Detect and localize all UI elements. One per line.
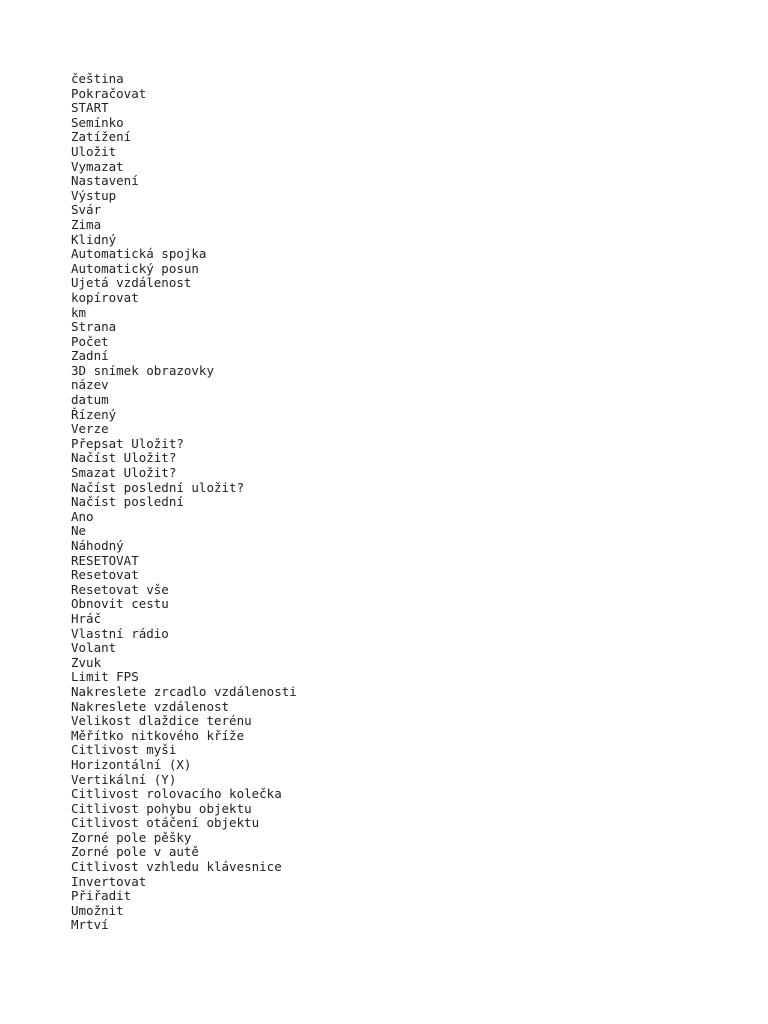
text-line: Měřítko nitkového kříže <box>71 727 245 743</box>
text-line: START <box>71 100 109 116</box>
text-line: Zorné pole v autě <box>71 844 199 860</box>
text-line: Citlivost pohybu objektu <box>71 800 252 816</box>
text-line: Resetovat vše <box>71 581 169 597</box>
document-page <box>71 72 751 933</box>
text-line: Hráč <box>71 610 102 626</box>
text-line: kopírovat <box>71 289 139 305</box>
text-line: Načíst poslední <box>71 494 184 510</box>
text-line: Semínko <box>71 114 124 130</box>
text-line: Velikost dlaždice terénu <box>71 713 252 729</box>
text-line: Umožnit <box>71 902 124 918</box>
text-line: Náhodný <box>71 538 124 553</box>
text-line: Resetovat <box>71 567 139 583</box>
text-line: Načíst Uložit? <box>71 450 177 466</box>
text-line: Horizontální (X) <box>71 756 192 772</box>
text-line: Výstup <box>71 187 117 203</box>
text-line: 3D snímek obrazovky <box>71 362 214 378</box>
text-line: Vymazat <box>71 158 124 174</box>
text-line: Smazat Uložit? <box>71 465 177 481</box>
text-line: Mrtví <box>71 917 109 933</box>
text-line: Nakreslete vzdálenost <box>71 698 230 714</box>
text-line: Klidný <box>71 231 117 247</box>
text-line: Invertovat <box>71 873 147 889</box>
text-line: RESETOVAT <box>71 552 139 568</box>
text-line: Počet <box>71 333 109 349</box>
text-line: Pokračovat <box>71 85 147 101</box>
text-line: Automatický posun <box>71 260 199 276</box>
text-line: Vertikální (Y) <box>71 771 177 787</box>
text-line: Načíst poslední uložit? <box>71 479 245 495</box>
text-line: Svár <box>71 202 102 218</box>
text-line: čeština <box>71 71 124 86</box>
text-line: Automatická spojka <box>71 246 207 262</box>
text-line: Citlivost otáčení objektu <box>71 815 260 831</box>
text-line: Zima <box>71 216 102 232</box>
text-line: Citlivost rolovacího kolečka <box>71 786 282 802</box>
text-line: Obnovit cestu <box>71 596 169 612</box>
text-line: Verze <box>71 421 109 437</box>
text-line: datum <box>71 392 109 408</box>
text-line: Limit FPS <box>71 669 139 685</box>
text-line: Přiřadit <box>71 888 132 904</box>
text-line: Vlastní rádio <box>71 625 169 641</box>
text-line: Ne <box>71 523 87 539</box>
text-line: Uložit <box>71 143 117 159</box>
text-line: km <box>71 304 87 320</box>
text-line: Přepsat Uložit? <box>71 435 184 451</box>
text-line: Nakreslete zrcadlo vzdálenosti <box>71 683 297 699</box>
text-line: Ujetá vzdálenost <box>71 275 192 291</box>
text-line: Ano <box>71 508 94 524</box>
text-line: Citlivost vzhledu klávesnice <box>71 859 282 875</box>
text-line: Zadní <box>71 348 109 364</box>
text-line: Zorné pole pěšky <box>71 829 192 845</box>
text-line: Nastavení <box>71 173 139 189</box>
text-line: Zatížení <box>71 129 132 145</box>
text-line: Citlivost myši <box>71 742 177 758</box>
text-line: název <box>71 377 109 393</box>
text-line: Řízený <box>71 406 117 422</box>
text-line: Strana <box>71 319 117 335</box>
text-line: Zvuk <box>71 654 102 670</box>
text-line: Volant <box>71 640 117 656</box>
